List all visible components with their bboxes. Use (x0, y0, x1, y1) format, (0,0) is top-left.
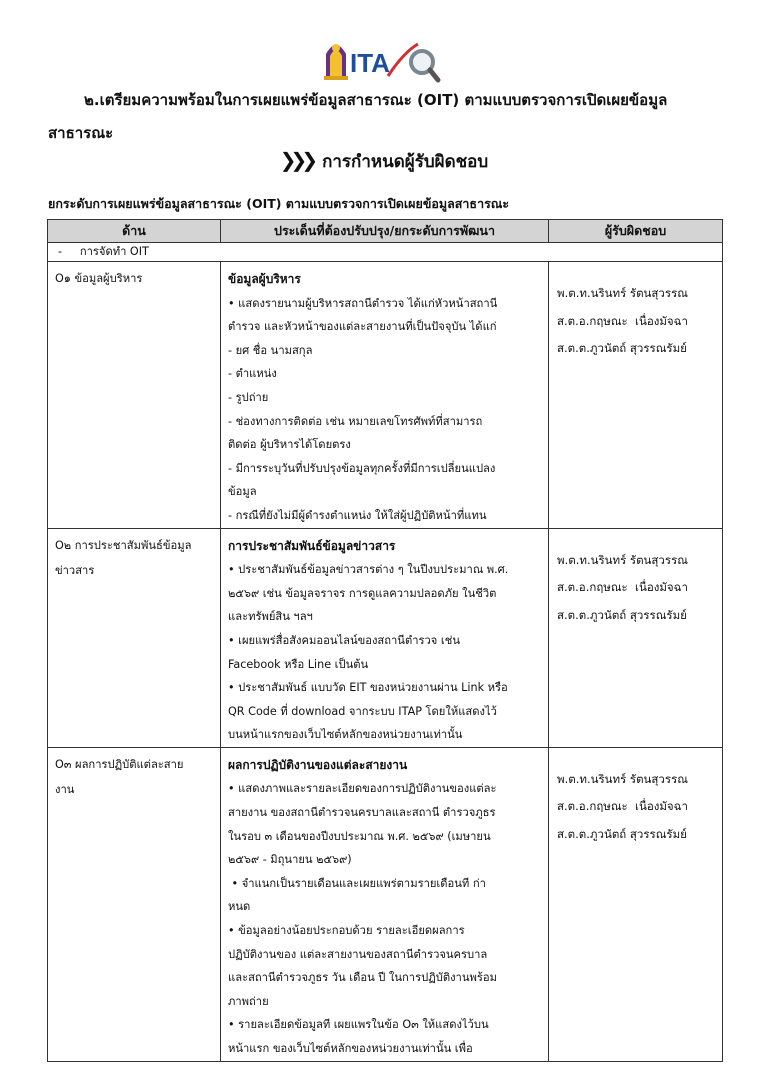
responsible-name: ส.ต.อ.กฤษณะ เนื่องมัจฉา (557, 313, 688, 328)
issue-line: - รูปถ่าย (228, 390, 269, 404)
issue-line: - มีการระบุวันที่ปรับปรุงข้อมูลทุกครั้งที่มีการเปลี่ยนแปลง (228, 461, 496, 475)
issue-line: ๒๕๖๙ - มิถุนายน ๒๕๖๙) (228, 853, 352, 867)
triple-chevron-icon: ❯❯❯ (279, 148, 313, 172)
table-caption: ยกระดับการเผยแพร่ข้อมูลสาธารณะ (OIT) ตามแบบตรวจการเปิดเผยข้อมูลสาธารณะ (48, 196, 510, 211)
responsible-name: พ.ต.ท.นรินทร์ รัตนสุวรรณ (557, 771, 688, 786)
issue-line: - ตำแหน่ง (228, 367, 277, 381)
issue-line: - ช่องทางการติดต่อ เช่น หมายเลขโทรศัพท์ที่สามารถ (228, 414, 483, 428)
topic-line: O๓ ผลการปฏิบัติแต่ละสาย (55, 757, 184, 771)
issue-line: สายงาน ของสถานีตำรวจนครบาลและสถานี ตำรวจภูธร (228, 806, 496, 820)
document-heading: ๒.เตรียมความพร้อมในการเผยแพร่ข้อมูลสาธารณะ (OIT) ตามแบบตรวจการเปิดเผยข้อมูลสาธารณะ (48, 91, 668, 142)
issue-line: ภาพถ่าย (228, 994, 269, 1008)
header-responsible: ผู้รับผิดชอบ (549, 220, 723, 243)
topic-cell (48, 528, 221, 747)
section-title (0, 148, 768, 175)
issue-line: ๒๕๖๙ เช่น ข้อมูลจราจร การดูแลความปลอดภัย ในชีวิต (228, 586, 497, 600)
issue-title: การประชาสัมพันธ์ข้อมูลข่าวสาร (228, 538, 396, 553)
header-aspect: ด้าน (48, 220, 221, 243)
responsible-name: พ.ต.ท.นรินทร์ รัตนสุวรรณ (557, 286, 688, 300)
topic-cell (48, 262, 221, 529)
issue-line: หนด (228, 900, 251, 914)
responsible-name: ส.ต.อ.กฤษณะ เนื่องมัจฉา (557, 799, 688, 814)
issue-line: • แสดงภาพและรายละเอียดของการปฏิบัติงานของแต่ละ (228, 782, 497, 796)
topic-line: งาน (55, 782, 75, 796)
table-subheader-row (48, 243, 723, 262)
responsible-name: พ.ต.ท.นรินทร์ รัตนสุวรรณ (557, 552, 688, 567)
issue-cell (221, 262, 549, 529)
issue-title: ข้อมูลผู้บริหาร (228, 272, 301, 286)
topic-line: O๑ ข้อมูลผู้บริหาร (55, 272, 143, 285)
issue-line: Facebook หรือ Line เป็นต้น (228, 657, 369, 671)
issue-line: - กรณีที่ยังไม่มีผู้ดำรงตำแหน่ง ให้ใส่ผู้ปฏิบัติหน้าที่แทน (228, 508, 487, 522)
issue-line: ปฏิบัติงานของ แต่ละสายงานของสถานีตำรวจนครบาล (228, 947, 488, 961)
topic-line: ข่าวสาร (55, 563, 95, 577)
issue-line: • รายละเอียดข้อมูลที เผยแพรในข้อ O๓ ให้แสดงไว้บน (228, 1018, 489, 1032)
table-row (48, 747, 723, 1061)
responsible-name: ส.ต.ต.ภูวนัตถ์ สุวรรณรัมย์ (557, 607, 687, 622)
issue-line: • จำแนกเป็นรายเดือนและเผยแพร่ตามรายเดือนที ก่า (228, 876, 486, 890)
issue-line: • เผยแพร่สื่อสังคมออนไลน์ของสถานีตำรวจ เช่น (228, 633, 460, 647)
responsible-name: ส.ต.ต.ภูวนัตถ์ สุวรรณรัมย์ (557, 826, 687, 841)
table-row (48, 262, 723, 529)
logo-text: ITA (350, 48, 390, 78)
responsible-cell (549, 747, 723, 1061)
issue-line: และสถานีตำรวจภูธร วัน เดือน ปี ในการปฏิบัติงานพร้อม (228, 971, 497, 985)
issue-line: QR Code ที่ download จากระบบ ITAP โดยให้แสดงไว้ (228, 704, 497, 718)
topic-line: O๒ การประชาสัมพันธ์ข้อมูล (55, 538, 192, 552)
table-header-row (48, 220, 723, 243)
section-title-text: การกำหนดผู้รับผิดชอบ (322, 152, 489, 172)
responsible-name: ส.ต.อ.กฤษณะ เนื่องมัจฉา (557, 580, 688, 595)
issue-line: ติดต่อ ผู้บริหารได้โดยตรง (228, 438, 351, 452)
issue-line: และทรัพย์สิน ฯลฯ (228, 610, 313, 624)
issue-cell (221, 747, 549, 1061)
issue-line: หน้าแรก ของเว็บไซต์หลักของหน่วยงานเท่านั้น เพื่อ (228, 1042, 473, 1055)
issue-line: • แสดงรายนามผู้บริหารสถานีตำรวจ ได้แก่หัวหน้าสถานี (228, 296, 498, 310)
issue-cell (221, 528, 549, 747)
subheader-text: - การจัดทำ OIT (58, 245, 149, 258)
issue-line: บนหน้าแรกของเว็บไซต์หลักของหน่วยงานเท่านั้น (228, 728, 463, 742)
issue-line: ในรอบ ๓ เดือนของปีงบประมาณ พ.ศ. ๒๕๖๙ (เมษายน (228, 829, 491, 843)
responsible-cell (549, 262, 723, 529)
table-row (48, 528, 723, 747)
issue-line: • ข้อมูลอย่างน้อยประกอบด้วย รายละเอียดผลการ (228, 924, 465, 938)
responsibility-table (47, 219, 723, 1062)
topic-cell (48, 747, 221, 1061)
issue-line: ตำรวจ และหัวหน้าของแต่ละสายงานที่เป็นปัจจุบัน ได้แก่ (228, 320, 497, 334)
issue-line: • ประชาสัมพันธ์ แบบวัด EIT ของหน่วยงานผ่าน Link หรือ (228, 681, 508, 695)
responsible-cell (549, 528, 723, 747)
issue-title: ผลการปฏิบัติงานของแต่ละสายงาน (228, 757, 408, 772)
issue-line: - ยศ ชื่อ นามสกุล (228, 343, 313, 357)
ita-logo (322, 34, 442, 84)
issue-line: ข้อมูล (228, 485, 257, 499)
responsible-name: ส.ต.ต.ภูวนัตถ์ สุวรรณรัมย์ (557, 341, 687, 355)
issue-line: • ประชาสัมพันธ์ข้อมูลข่าวสารต่าง ๆ ในปีงบประมาณ พ.ศ. (228, 563, 509, 577)
header-issue: ประเด็นที่ต้องปรับปรุง/ยกระดับการพัฒนา (221, 220, 549, 243)
